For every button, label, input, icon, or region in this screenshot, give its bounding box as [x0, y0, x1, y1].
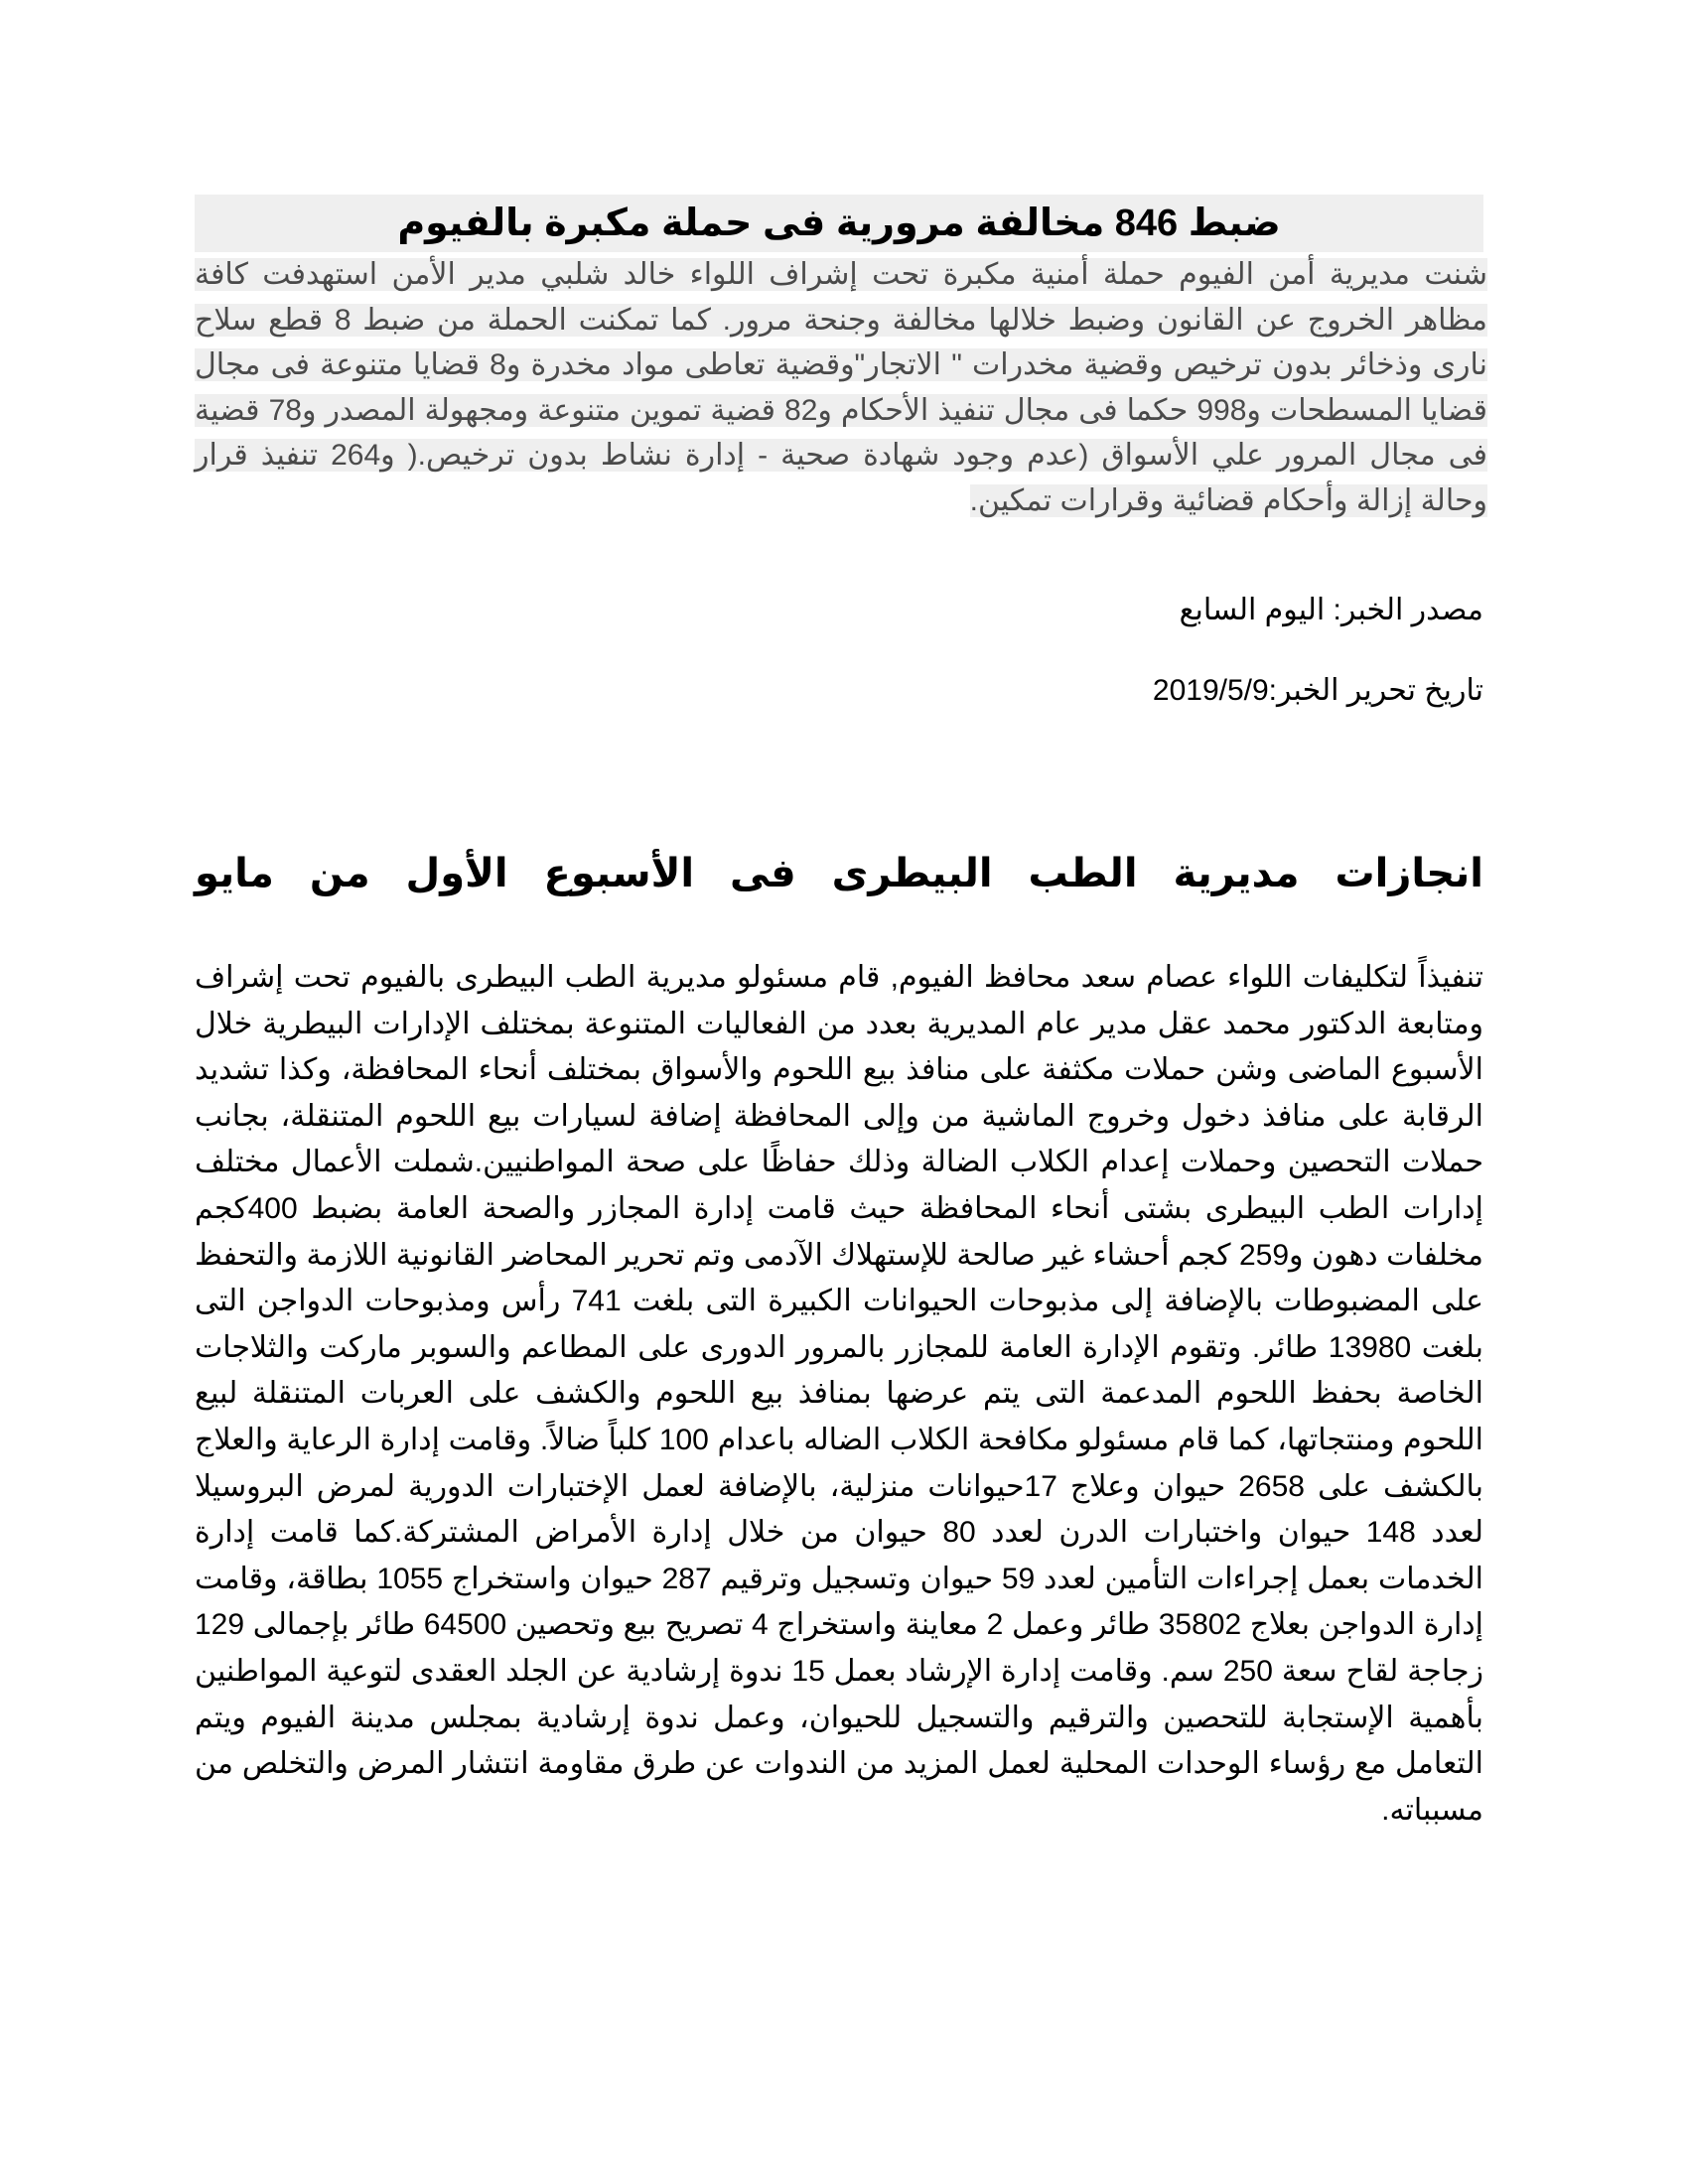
article-2-body: تنفيذاً لتكليفات اللواء عصام سعد محافظ الفيوم, قام مسئولو مديرية الطب البيطرى بالفيوم تحت إشراف ومتابعة الدكتور محمد عقل مدير عام المديرية بعدد من الفعاليات المتنوعة بمختلف الإدارات البيطرية خلال الأسبوع الماضى وشن حملات مكثفة على منافذ بيع اللحوم والأسواق بمختلف أنحاء المحافظة، وكذا تشديد الرقابة على منافذ دخول وخروج الماشية من وإلى المحافظة إضافة لسيارات بيع اللحوم المتنقلة، بجانب حملات التحصين وحملات إعدام الكلاب الضالة وذلك حفاظًا على صحة المواطنيين.شملت الأعمال مختلف إدارات الطب البيطرى بشتى أنحاء المحافظة حيث قامت إدارة المجازر والصحة العامة بضبط 400كجم مخلفات دهون و259 كجم أحشاء غير صالحة للإستهلاك الآدمى وتم تحرير المحاضر القانونية اللازمة والتحفظ على المضبوطات بالإضافة إلى مذبوحات الحيوانات الكبيرة التى بلغت 741 رأس ومذبوحات الدواجن التى بلغت 13980 طائر. وتقوم الإدارة العامة للمجازر بالمرور الدورى على المطاعم والسوبر ماركت والثلاجات الخاصة بحفظ اللحوم المدعمة التى يتم عرضها بمنافذ بيع اللحوم والكشف على العربات المتنقلة لبيع اللحوم ومنتجاتها، كما قام مسئولو مكافحة الكلاب الضاله باعدام 100 كلباً ضالاً. وقامت إدارة الرعاية والعلاج بالكشف على 2658 حيوان وعلاج 17حيوانات منزلية، بالإضافة لعمل الإختبارات الدورية لمرض البروسيلا لعدد 148 حيوان واختبارات الدرن لعدد 80 حيوان من خلال إدارة الأمراض المشتركة.كما قامت إدارة الخدمات بعمل إجراءات التأمين لعدد 59 حيوان وتسجيل وترقيم 287 حيوان واستخراج 1055 بطاقة، وقامت إدارة الدواجن بعلاج 35802 طائر وعمل 2 معاينة واستخراج 4 تصريح بيع وتحصين 64500 طائر بإجمالى 129 زجاجة لقاح سعة 250 سم. وقامت إدارة الإرشاد بعمل 15 ندوة إرشادية عن الجلد العقدى لتوعية المواطنين بأهمية الإستجابة للتحصين والترقيم والتسجيل للحيوان، وعمل ندوة إرشادية بمجلس مدينة الفيوم ويتم التعامل مع رؤساء الوحدات المحلية لعمل المزيد من الندوات عن طرق مقاومة انتشار المرض والتخلص من مسبباته. — [195, 961, 1484, 1827]
article-2-title: انجازات مديرية الطب البيطرى فى الأسبوع الأول من مايو — [195, 852, 1483, 895]
article-1-body-text: شنت مديرية أمن الفيوم حملة أمنية مكبرة تحت إشراف اللواء خالد شلبي مدير الأمن استهدفت كافة مظاهر الخروج عن القانون وضبط خلالها مخالفة وجنحة مرور. كما تمكنت الحملة من ضبط 8 قطع سلاح نارى وذخائر بدون ترخيص وقضية مخدرات " الاتجار"وقضية تعاطى مواد مخدرة و8 قضايا متنوعة فى مجال قضايا المسطحات و998 حكما فى مجال تنفيذ الأحكام و82 قضية تموين متنوعة ومجهولة المصدر و78 قضية فى مجال المرور علي الأسواق (عدم وجود شهادة صحية - إدارة نشاط بدون ترخيص.( و264 تنفيذ قرار وحالة إزالة وأحكام قضائية وقرارات تمكين. — [195, 258, 1487, 517]
veterinary-directorate-article — [195, 844, 1483, 1834]
article-1-title: ضبط 846 مخالفة مرورية فى حملة مكبرة بالفيوم — [195, 195, 1483, 252]
article-1-date: تاريخ تحرير الخبر:2019/5/9 — [1152, 674, 1483, 707]
article-1-source: مصدر الخبر: اليوم السابع — [1179, 594, 1483, 626]
article-1-body — [195, 252, 1487, 523]
traffic-violations-article — [195, 195, 1487, 523]
